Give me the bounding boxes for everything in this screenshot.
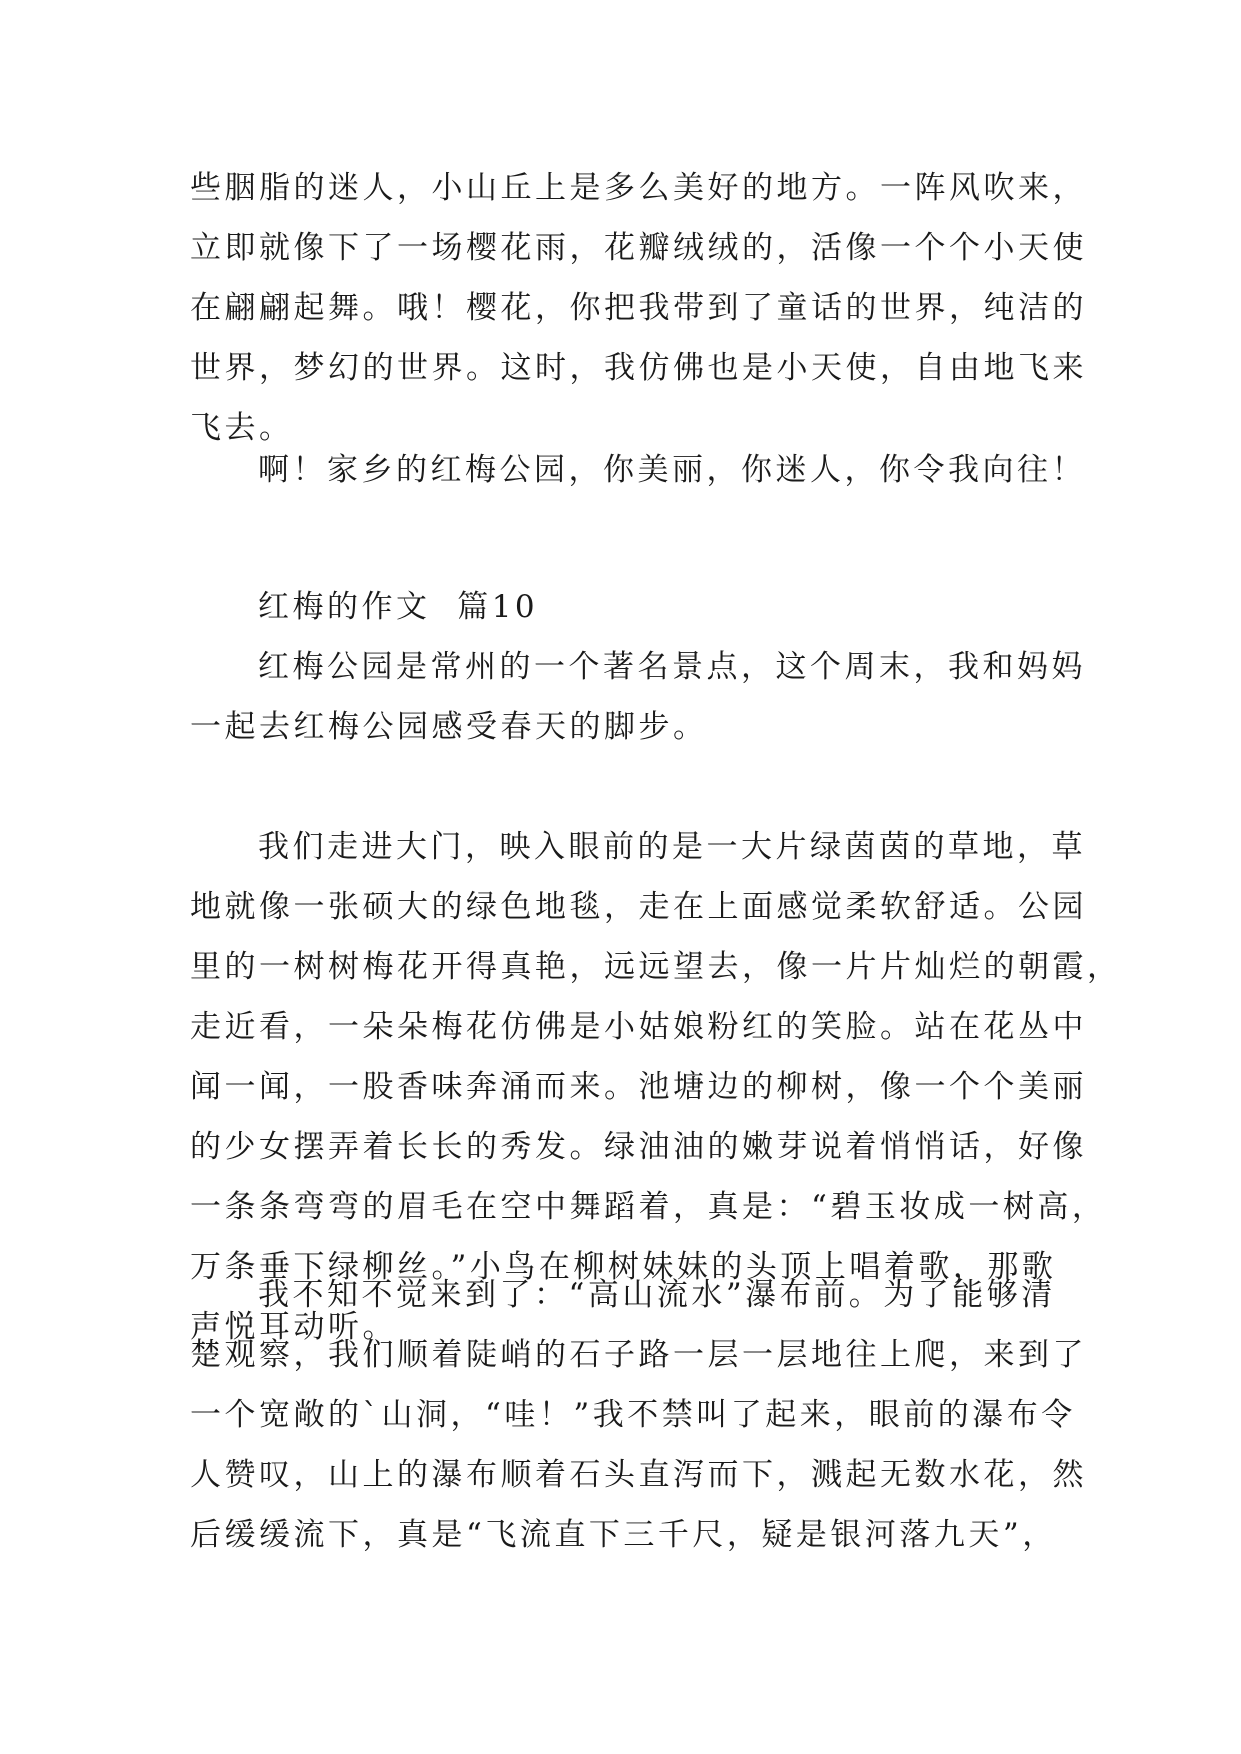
text-line: 里的一树树梅花开得真艳，远远望去，像一片片灿烂的朝霞， (190, 949, 1122, 985)
text-line: 闻一闻，一股香味奔涌而来。池塘边的柳树，像一个个美丽 (190, 1069, 1087, 1105)
text-line: 的少女摆弄着长长的秀发。绿油油的嫩芽说着悄悄话，好像 (190, 1129, 1087, 1165)
text-line: 在翩翩起舞。哦！樱花，你把我带到了童话的世界，纯洁的 (190, 290, 1087, 326)
text-line: 地就像一张硕大的绿色地毯，走在上面感觉柔软舒适。公园 (190, 889, 1087, 925)
text-line: 一条条弯弯的眉毛在空中舞蹈着，真是：“碧玉妆成一树高， (190, 1189, 1107, 1225)
text-line: 立即就像下了一场樱花雨，花瓣绒绒的，活像一个个小天使 (190, 230, 1087, 266)
text-line: 后缓缓流下，真是“飞流直下三千尺，疑是银河落九天”， (190, 1517, 1057, 1553)
text-line: 红梅公园是常州的一个著名景点，这个周末，我和妈妈 (258, 649, 1086, 685)
text-line: 走近看，一朵朵梅花仿佛是小姑娘粉红的笑脸。站在花丛中 (190, 1009, 1087, 1045)
paragraph-5 (190, 1265, 1087, 1565)
text-line: 我不知不觉来到了：“高山流水”瀑布前。为了能够清 (258, 1277, 1056, 1313)
text-line: 声悦耳动听。 (190, 1309, 397, 1345)
paragraph-2 (190, 440, 1086, 500)
text-line: 我们走进大门，映入眼前的是一大片绿茵茵的草地，草 (258, 829, 1086, 865)
section-3 (190, 577, 1086, 757)
section-heading: 红梅的作文 篇10 (258, 589, 539, 625)
text-line: 人赞叹，山上的瀑布顺着石头直泻而下，溅起无数水花，然 (190, 1457, 1087, 1493)
text-line: 啊！家乡的红梅公园，你美丽，你迷人，你令我向往！ (258, 452, 1086, 488)
text-line: 飞去。 (190, 410, 294, 446)
text-line: 楚观察，我们顺着陡峭的石子路一层一层地往上爬，来到了 (190, 1337, 1087, 1373)
text-line: 世界，梦幻的世界。这时，我仿佛也是小天使，自由地飞来 (190, 350, 1087, 386)
text-line: 一起去红梅公园感受春天的脚步。 (190, 709, 708, 745)
paragraph-1 (190, 158, 1087, 458)
text-line: 一个宽敞的`山洞，“哇！”我不禁叫了起来，眼前的瀑布令 (190, 1397, 1076, 1433)
text-line: 些胭脂的迷人，小山丘上是多么美好的地方。一阵风吹来， (190, 170, 1087, 206)
text-line: 万条垂下绿柳丝。”小鸟在柳树妹妹的头顶上唱着歌，那歌 (190, 1249, 1057, 1285)
